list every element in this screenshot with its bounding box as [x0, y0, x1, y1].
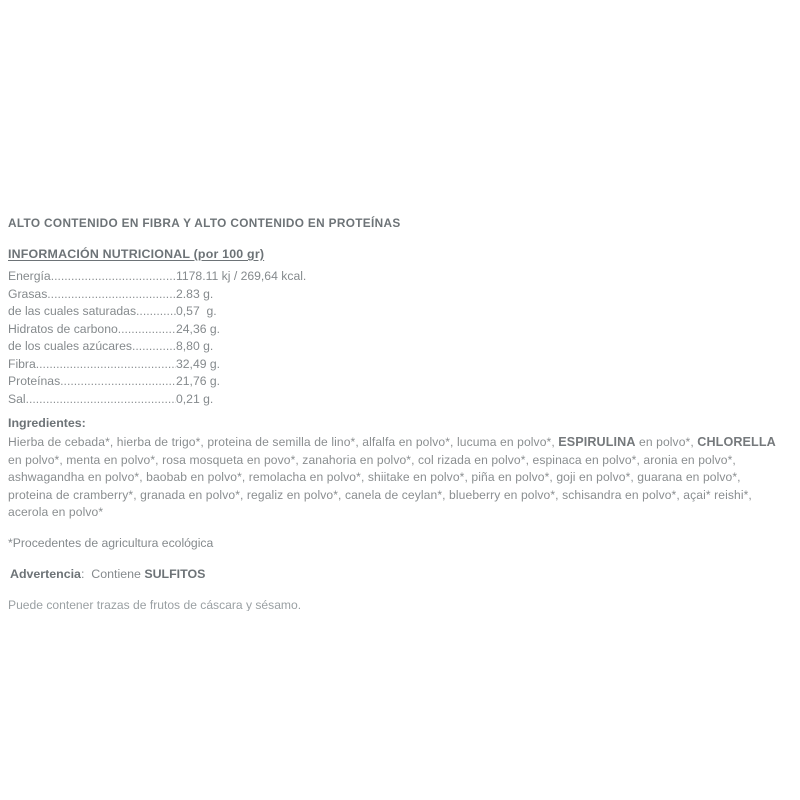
- nutrition-row-label: Sal: [8, 391, 26, 406]
- nutrition-row-value: 24,36 g.: [176, 321, 221, 336]
- nutrition-row-value: 1178.11 kj / 269,64 kcal.: [176, 269, 307, 283]
- warning-label: Advertencia: [10, 566, 81, 581]
- nutrition-row-value: 21,76 g.: [176, 374, 221, 388]
- nutrition-row-lead: [8, 303, 176, 321]
- product-nutrition-panel: [8, 216, 784, 611]
- nutrition-row-lead: [8, 321, 176, 339]
- dotted-leader: [136, 303, 176, 321]
- dotted-leader: [51, 268, 176, 286]
- nutrition-row-lead: [8, 356, 176, 374]
- nutrition-row: [8, 391, 784, 409]
- nutrition-row: [8, 373, 784, 391]
- dotted-leader: [60, 373, 176, 391]
- ingredients-list: [8, 434, 780, 522]
- traces-note-clipped-container: [8, 598, 784, 611]
- nutrition-row-label: de los cuales azúcares: [8, 339, 132, 353]
- dotted-leader: [47, 286, 176, 304]
- warning-text: Contiene: [91, 566, 145, 581]
- ingredients-text-2: en polvo*,: [635, 435, 698, 449]
- ingredient-espirulina: ESPIRULINA: [558, 435, 636, 449]
- dotted-leader: [118, 321, 176, 339]
- nutrition-row-label: Energía: [8, 269, 51, 283]
- traces-note: Puede contener trazas de frutos de cáscara y sésamo.: [8, 597, 302, 611]
- nutrition-row: [8, 356, 784, 374]
- dotted-leader: [132, 338, 176, 356]
- warning-separator: :: [80, 566, 92, 581]
- dotted-leader: [26, 391, 176, 409]
- nutrition-table: [8, 268, 784, 408]
- organic-origin-note: *Procedentes de agricultura ecológica: [8, 535, 214, 550]
- nutrition-row-lead: [8, 338, 176, 356]
- nutrition-row: [8, 303, 784, 321]
- ingredient-chlorella: CHLORELLA: [697, 435, 776, 449]
- nutrition-row-value: 0,57 g.: [176, 304, 217, 318]
- nutrition-row-value: 8,80 g.: [176, 339, 214, 353]
- nutrition-claims-heading: ALTO CONTENIDO EN FIBRA Y ALTO CONTENIDO EN PROTEÍNAS: [8, 216, 401, 230]
- nutrition-row: [8, 268, 784, 286]
- dotted-leader: [36, 356, 176, 374]
- nutrition-row-label: Proteínas: [8, 374, 61, 388]
- nutrition-row-label: Hidratos de carbono: [8, 321, 118, 336]
- nutrition-row-lead: [8, 268, 176, 286]
- nutrition-row-value: 2.83 g.: [176, 286, 214, 301]
- nutrition-row: [8, 338, 784, 356]
- ingredients-text-1: Hierba de cebada*, hierba de trigo*, proteina de semilla de lino*, alfalfa en polvo*, lucuma en polvo*,: [8, 435, 559, 449]
- nutrition-row-value: 0,21 g.: [176, 391, 214, 406]
- nutrition-row-lead: [8, 373, 176, 391]
- nutrition-row-lead: [8, 286, 176, 304]
- nutrition-row-label: Grasas: [8, 286, 48, 301]
- nutrition-row: [8, 286, 784, 304]
- nutrition-row-label: Fibra: [8, 356, 36, 371]
- nutrition-row-lead: [8, 391, 176, 409]
- ingredients-text-3: en polvo*, menta en polvo*, rosa mosqueta en povo*, zanahoria en polvo*, col rizada en polvo*, espinaca en polvo*, aronia en polvo*, ashwagandha en polvo*, baobab en polvo*, remolacha en polvo*, shiitake en polvo*, piña en polvo*, goji en polvo*, guarana en polvo*, proteina de cramberry*, granada en polvo*, regaliz en polvo*, canela de ceylan*, blueberry en polvo*, schisandra en polvo*, açai* reishi*, acerola en polvo*: [8, 452, 752, 520]
- warning-allergen: SULFITOS: [144, 566, 206, 581]
- ingredients-title: Ingredientes:: [8, 416, 86, 430]
- nutrition-row-value: 32,49 g.: [176, 356, 221, 371]
- nutrition-row-label: de las cuales saturadas: [8, 304, 137, 318]
- allergen-warning: [8, 568, 784, 581]
- nutrition-row: [8, 321, 784, 339]
- nutrition-table-title: INFORMACIÓN NUTRICIONAL (por 100 gr): [8, 247, 265, 261]
